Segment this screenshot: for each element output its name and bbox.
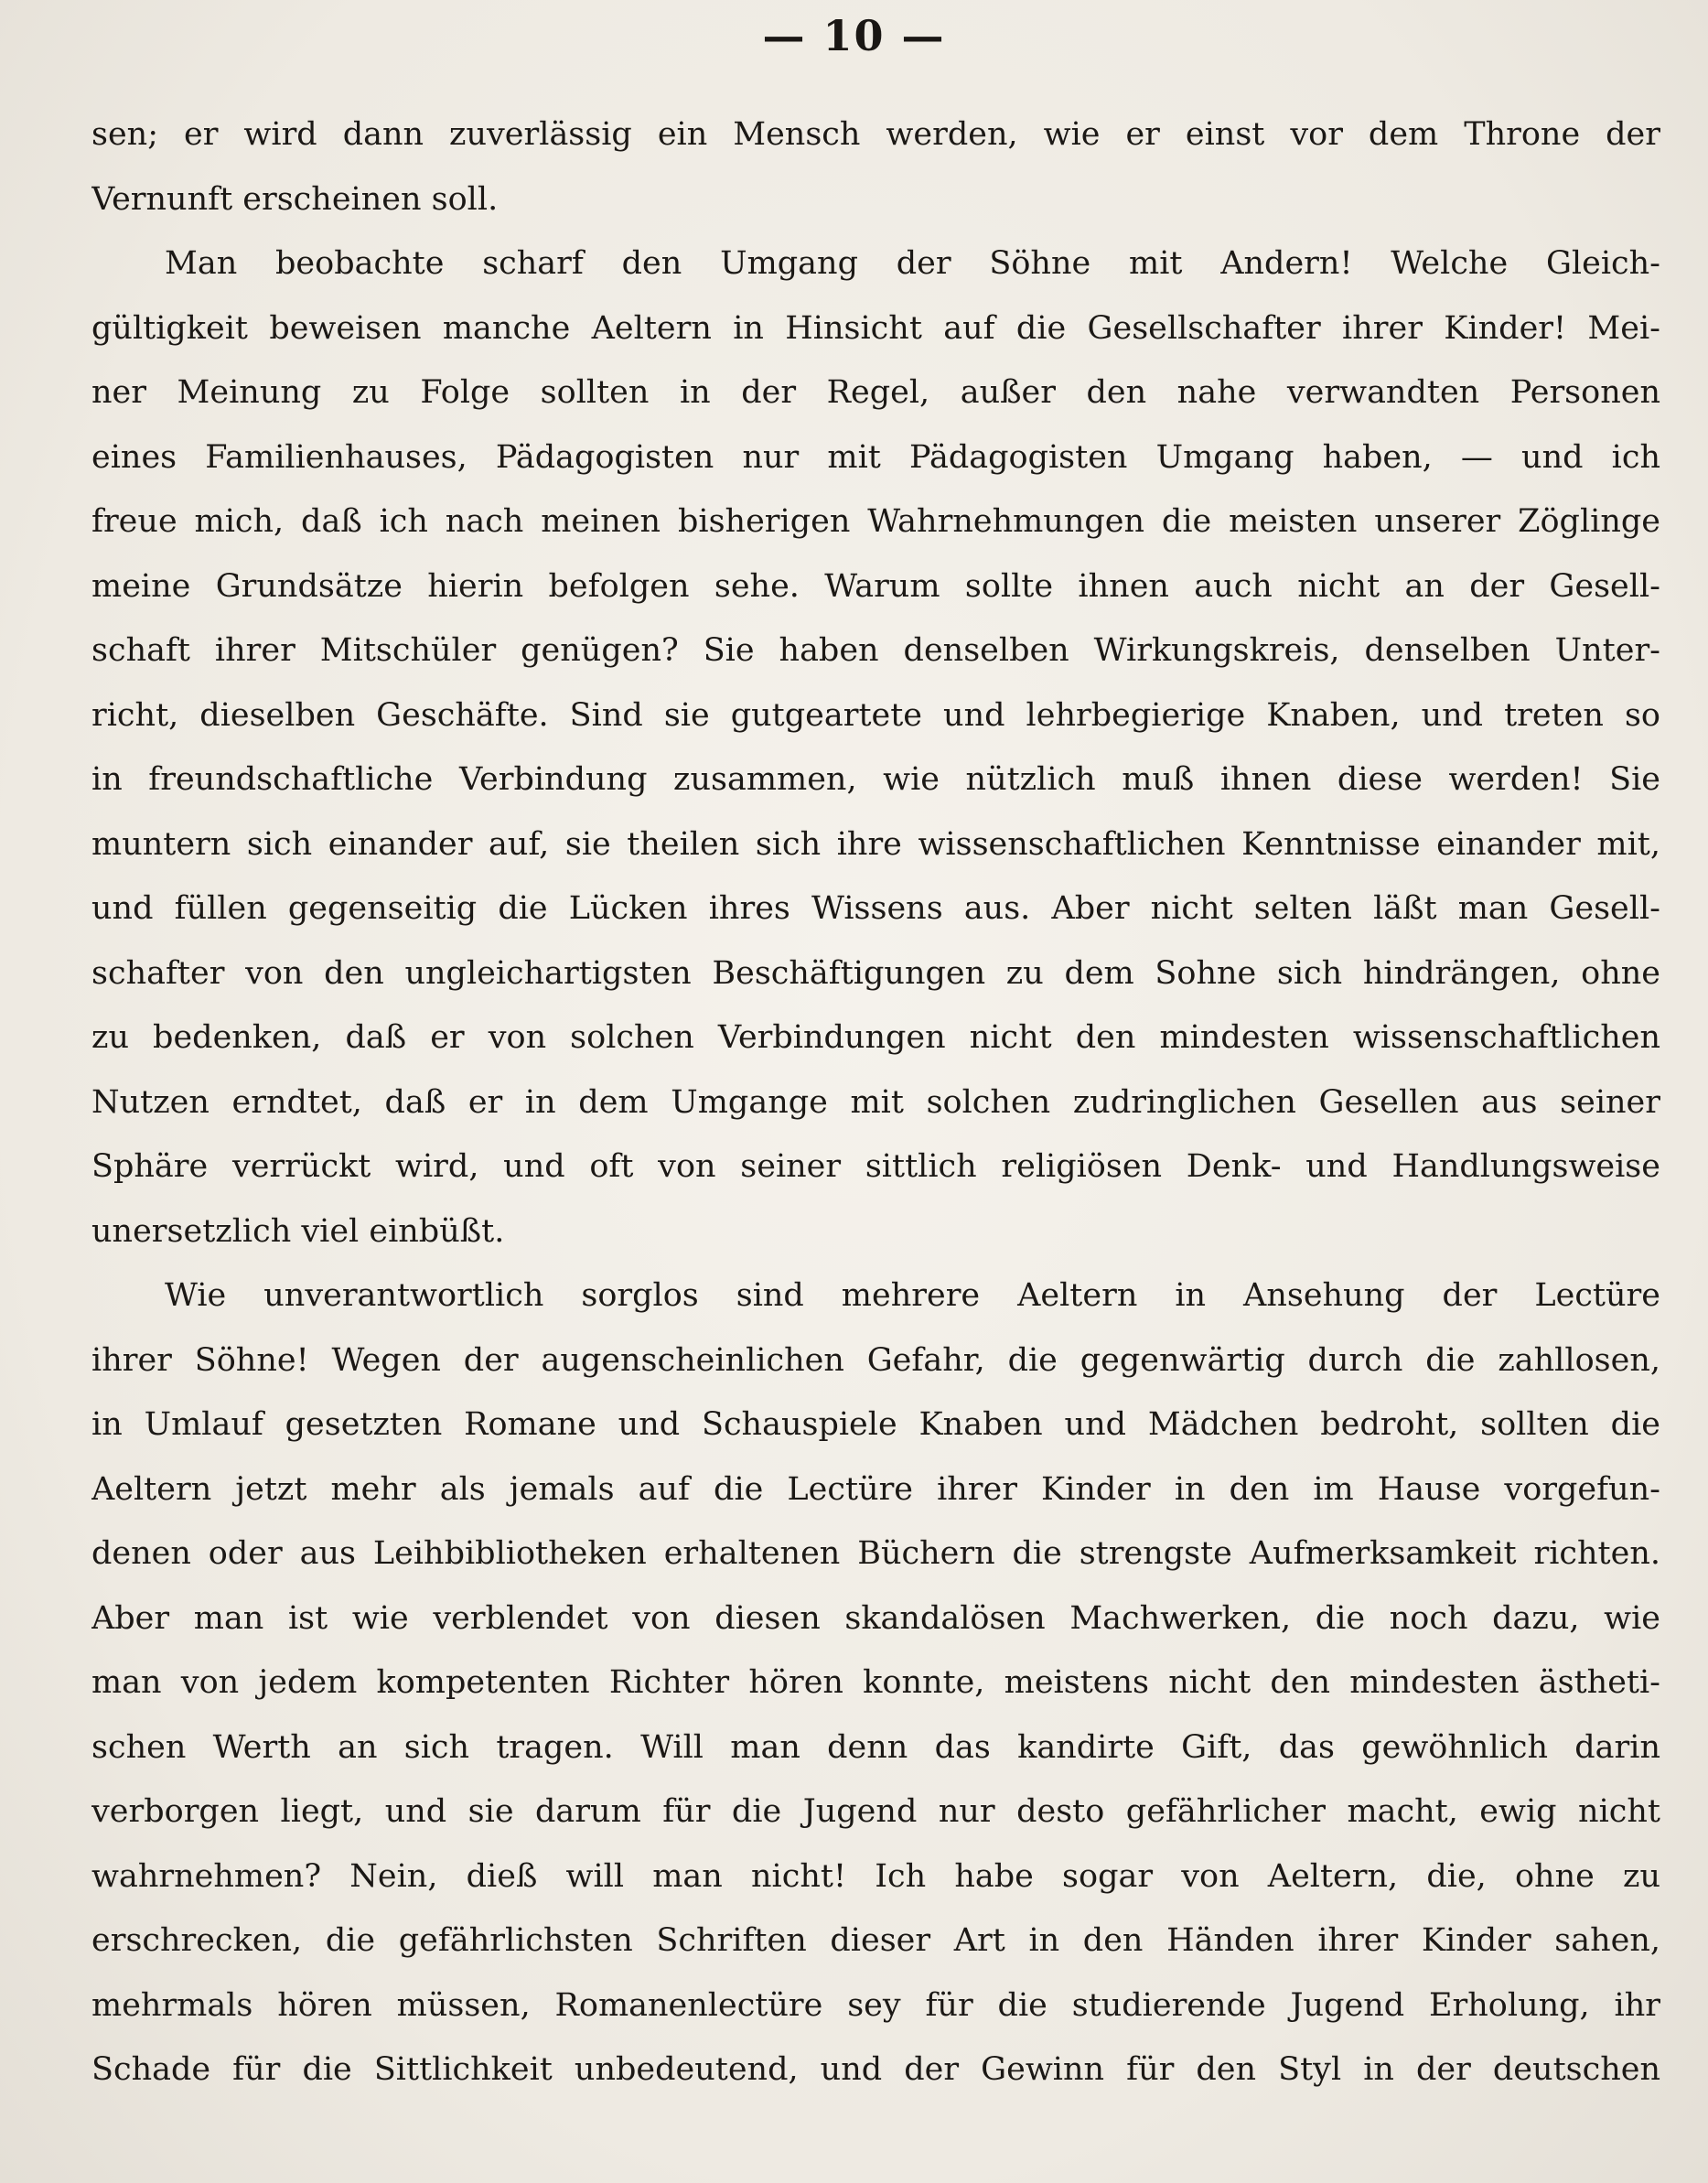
- paragraph: [91, 231, 1660, 1264]
- text-line: Nutzen erndtet, daß er in dem Umgange mit solchen zudringlichen Gesellen aus seiner: [91, 1083, 1660, 1121]
- body-text: [91, 102, 1660, 2102]
- text-line: muntern sich einander auf, sie theilen sich ihre wissenschaftlichen Kenntnisse einander mit,: [91, 825, 1660, 863]
- text-line: zu bedenken, daß er von solchen Verbindungen nicht den mindesten wissenschaftlichen: [91, 1019, 1660, 1056]
- text-line: in Umlauf gesetzten Romane und Schauspiele Knaben und Mädchen bedroht, sollten die: [91, 1406, 1660, 1443]
- text-line: schafter von den ungleichartigsten Beschäftigungen zu dem Sohne sich hindrängen, ohne: [91, 954, 1660, 992]
- text-line: man von jedem kompetenten Richter hören konnte, meistens nicht den mindesten ästheti-: [91, 1664, 1660, 1701]
- text-line: eines Familienhauses, Pädagogisten nur mit Pädagogisten Umgang haben, — und ich: [91, 438, 1660, 476]
- text-line: in freundschaftliche Verbindung zusammen, wie nützlich muß ihnen diese werden! Sie: [91, 761, 1660, 798]
- text-line: und füllen gegenseitig die Lücken ihres Wissens aus. Aber nicht selten läßt man Gesell-: [91, 890, 1660, 927]
- text-line: unersetzlich viel einbüßt.: [91, 1212, 505, 1250]
- text-line: Man beobachte scharf den Umgang der Söhne mit Andern! Welche Gleich-: [165, 245, 1660, 282]
- text-line: richt, dieselben Geschäfte. Sind sie gutgeartete und lehrbegierige Knaben, und treten so: [91, 696, 1660, 734]
- text-line: meine Grundsätze hierin befolgen sehe. Warum sollte ihnen auch nicht an der Gesell-: [91, 567, 1660, 605]
- text-line: Vernunft erscheinen soll.: [91, 180, 499, 218]
- paragraph: [91, 102, 1660, 231]
- text-line: mehrmals hören müssen, Romanenlectüre sey für die studierende Jugend Erholung, ihr: [91, 1986, 1660, 2024]
- text-line: gültigkeit beweisen manche Aeltern in Hinsicht auf die Gesellschafter ihrer Kinder! Mei-: [91, 309, 1660, 347]
- text-line: ner Meinung zu Folge sollten in der Regel, außer den nahe verwandten Personen: [91, 374, 1660, 411]
- text-line: schen Werth an sich tragen. Will man denn das kandirte Gift, das gewöhnlich darin: [91, 1728, 1660, 1766]
- text-line: sen; er wird dann zuverlässig ein Mensch werden, wie er einst vor dem Throne der: [91, 116, 1660, 153]
- text-line: Sphäre verrückt wird, und oft von seiner sittlich religiösen Denk- und Handlungsweise: [91, 1148, 1660, 1185]
- text-line: ihrer Söhne! Wegen der augenscheinlichen Gefahr, die gegenwärtig durch die zahllosen,: [91, 1341, 1660, 1379]
- text-line: erschrecken, die gefährlichsten Schriften dieser Art in den Händen ihrer Kinder sahen,: [91, 1922, 1660, 1959]
- text-line: freue mich, daß ich nach meinen bisherigen Wahrnehmungen die meisten unserer Zöglinge: [91, 503, 1660, 540]
- text-line: Aeltern jetzt mehr als jemals auf die Lectüre ihrer Kinder in den im Hause vorgefun-: [91, 1470, 1660, 1508]
- text-line: denen oder aus Leihbibliotheken erhaltenen Büchern die strengste Aufmerksamkeit richten.: [91, 1535, 1660, 1572]
- text-line: wahrnehmen? Nein, dieß will man nicht! Ich habe sogar von Aeltern, die, ohne zu: [91, 1857, 1660, 1895]
- text-line: Aber man ist wie verblendet von diesen skandalösen Machwerken, die noch dazu, wie: [91, 1599, 1660, 1637]
- page-number: — 10 —: [762, 11, 946, 60]
- text-line: schaft ihrer Mitschüler genügen? Sie haben denselben Wirkungskreis, denselben Unter-: [91, 632, 1660, 669]
- paragraph: [91, 1264, 1660, 2102]
- text-line: Schade für die Sittlichkeit unbedeutend, und der Gewinn für den Styl in der deutschen: [91, 2051, 1660, 2088]
- text-line: Wie unverantwortlich sorglos sind mehrere Aeltern in Ansehung der Lectüre: [165, 1277, 1660, 1314]
- text-line: verborgen liegt, und sie darum für die Jugend nur desto gefährlicher macht, ewig nicht: [91, 1793, 1660, 1830]
